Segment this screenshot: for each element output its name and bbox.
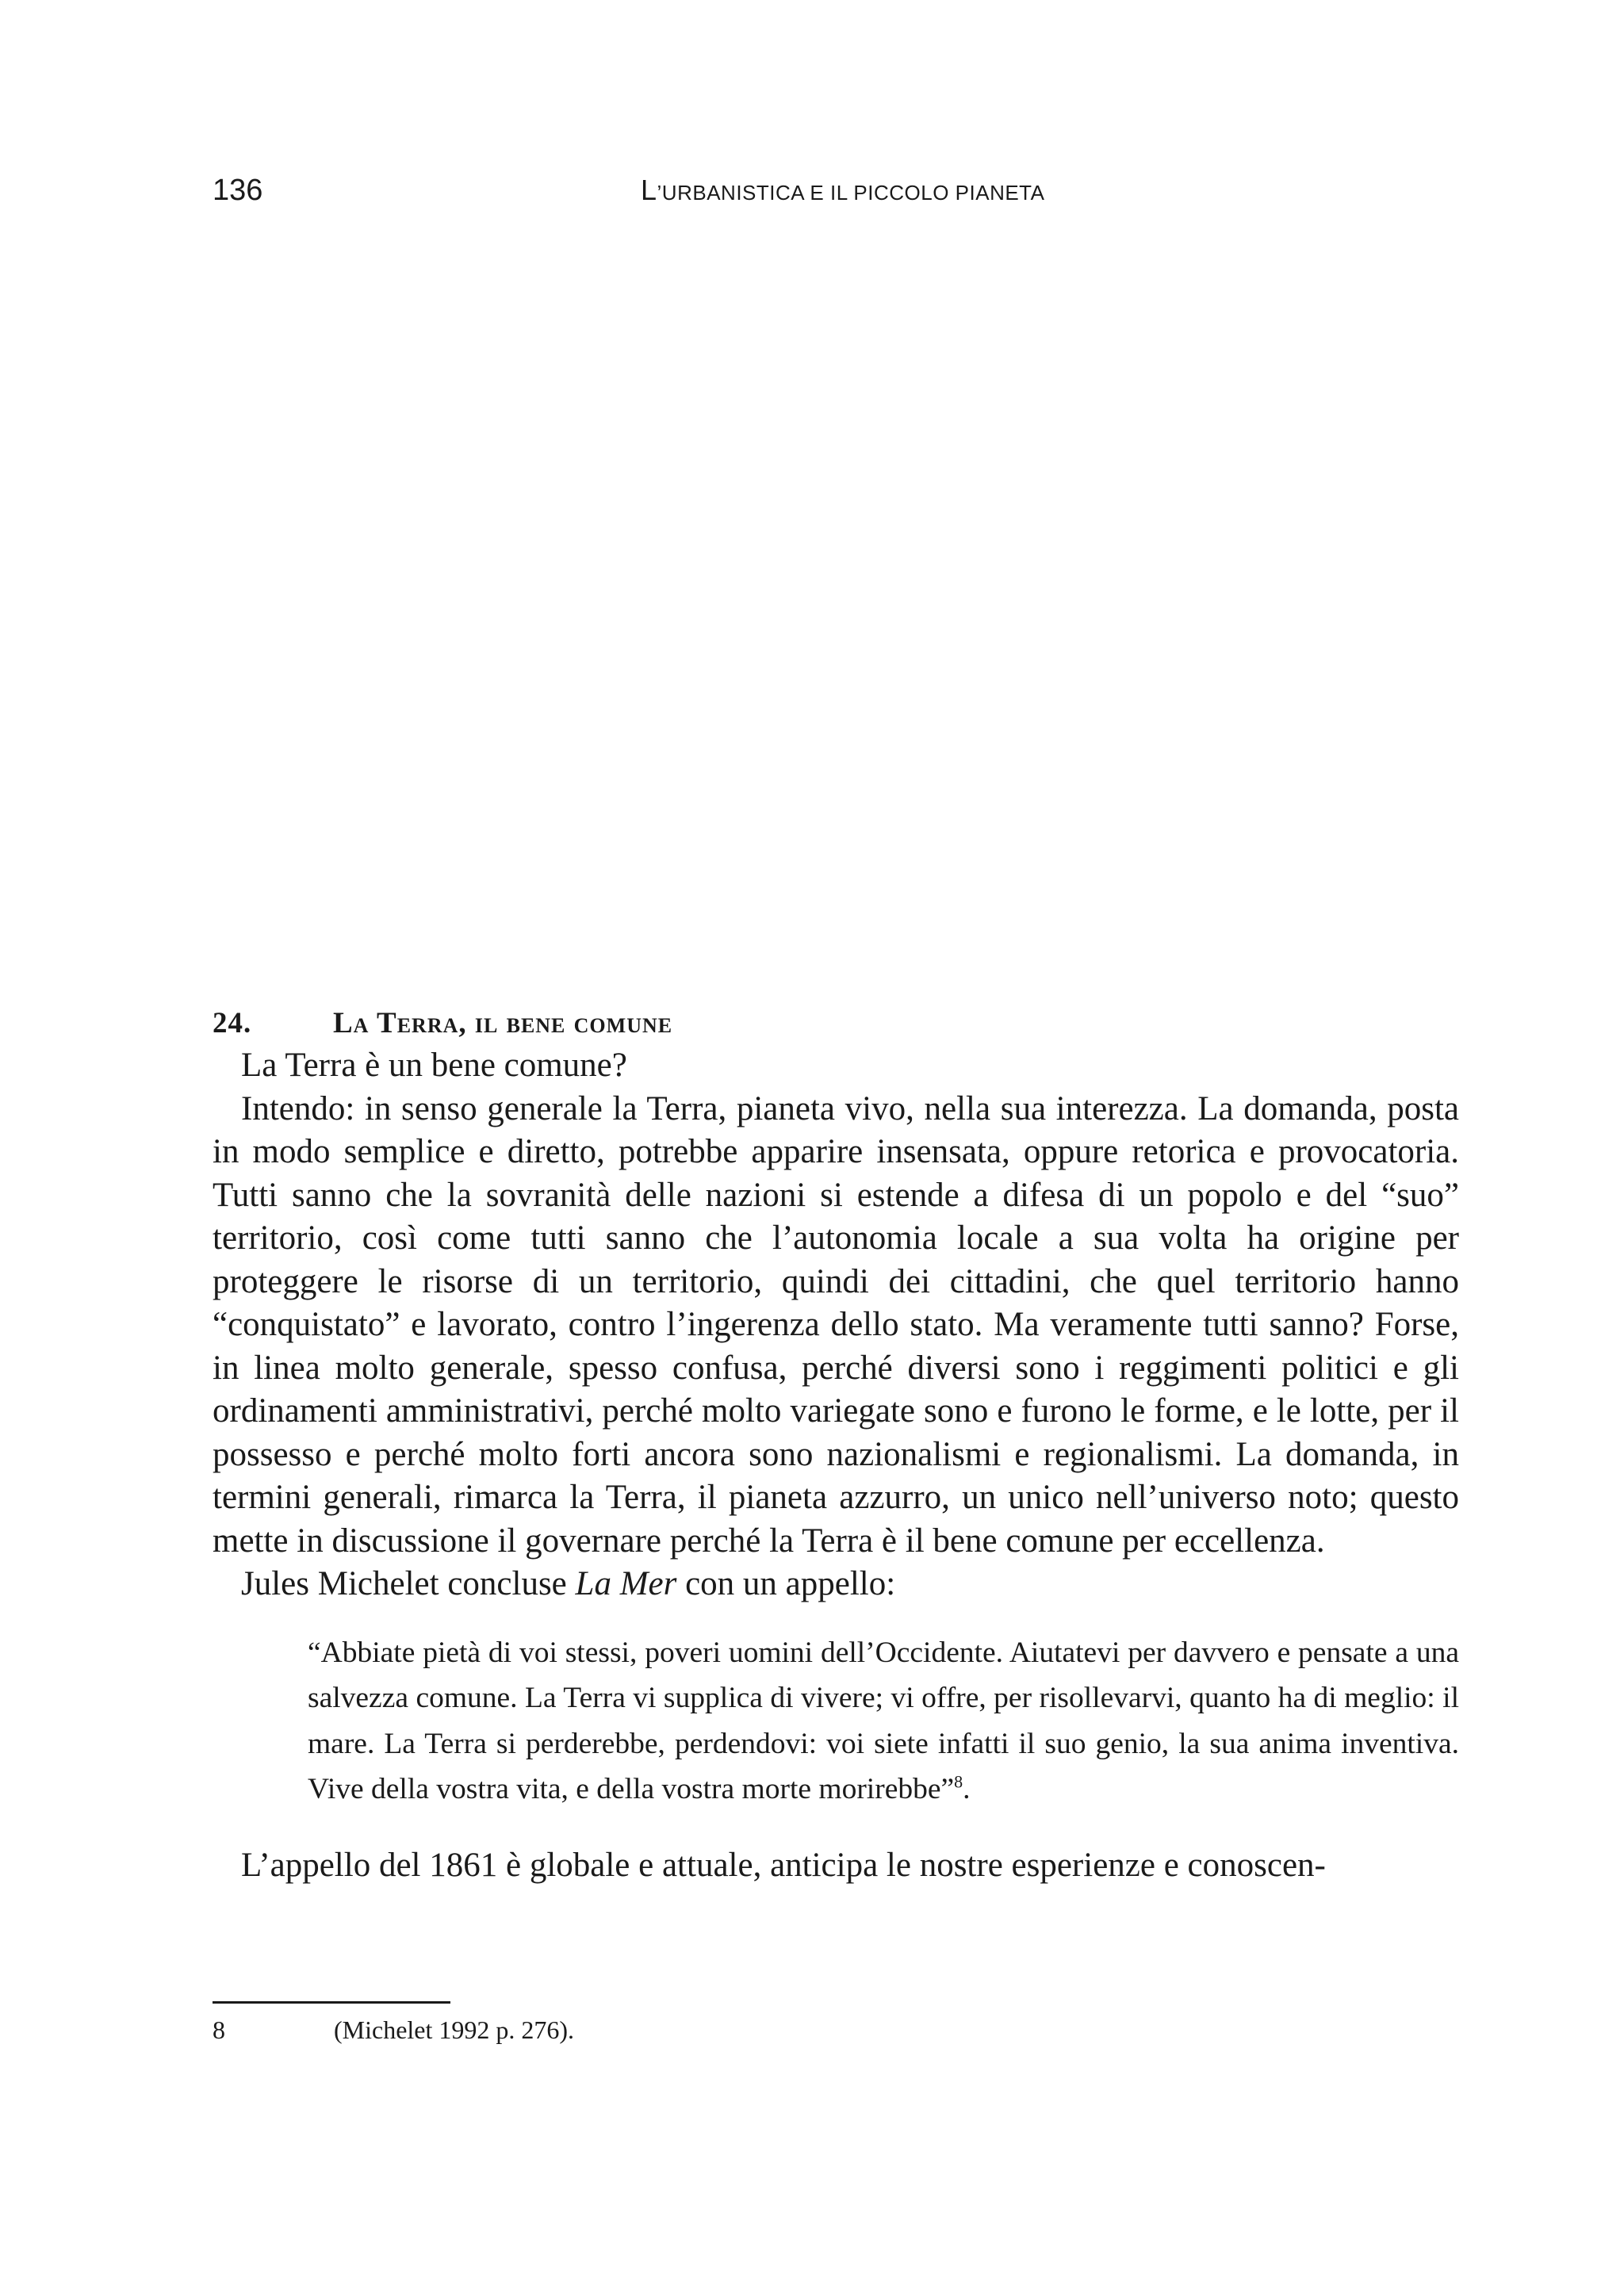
quote-end: . (963, 1773, 971, 1805)
footnote (213, 2010, 1459, 2050)
paragraph-question: La Terra è un bene comune? (241, 1047, 627, 1084)
paragraph-intro-quote (213, 1563, 1459, 1606)
running-head (213, 170, 1459, 210)
paragraph-main: Intendo: in senso generale la Terra, pianeta vivo, nella sua interezza. La domanda, posta in modo semplice e diretto, potrebbe apparire insensata, oppure retorica e provocatoria. Tutti sanno che la sovranità delle nazioni si estende a difesa di un popolo e del “suo” territorio, così come tutti sanno che l’autonomia locale a sua volta ha origine per proteggere le risorse di un territorio, quindi dei cittadini, che quel territorio hanno “conquistato” e lavorato, contro l’ingerenza dello stato. Ma veramente tutti sanno? Forse, in linea molto generale, spesso confusa, perché diversi sono i reggimenti politici e gli ordinamenti amministrativi, perché molto variegate sono e furono le forme, e le lotte, per il possesso e perché molto forti ancora sono nazionalismi e regionalismi. La domanda, in termini generali, rimarca la Terra, il pianeta azzurro, un unico nell’universo noto; questo mette in discussione il governare perché la Terra è il bene comune per eccellenza. (213, 1089, 1459, 1560)
section-heading (213, 1003, 1459, 1044)
quote-text: “Abbiate pietà di voi stessi, poveri uomini dell’Occidente. Aiutatevi per davvero e pensate a una salvezza comune. La Terra vi supplica di vivere; vi offre, per risollevarvi, quanto ha di meglio: il mare. La Terra si perderebbe, perdendovi: voi siete infatti il suo genio, la sua anima inventiva. Vive della vostra vita, e della vostra morte morirebbe” (308, 1636, 1459, 1805)
footnote-text: (Michelet 1992 p. 276). (334, 2015, 575, 2044)
section-title: La Terra, il bene comune (333, 1007, 673, 1039)
footnote-number: 8 (213, 2015, 225, 2044)
intro-text-after: con un appello: (676, 1565, 896, 1602)
paragraph-closing: L’appello del 1861 è globale e attuale, anticipa le nostre esperienze e conoscen- (241, 1846, 1326, 1884)
block-quote (308, 1630, 1459, 1813)
running-title-initial: L (641, 174, 657, 206)
running-title-rest: ’URBANISTICA E IL PICCOLO PIANETA (657, 181, 1045, 205)
footnote-separator (213, 2001, 450, 2004)
section-24 (213, 1003, 1459, 1887)
intro-text-before: Jules Michelet concluse (241, 1565, 576, 1602)
running-title (641, 170, 1044, 212)
page-number: 136 (213, 174, 263, 207)
book-title: La Mer (575, 1565, 677, 1602)
footnote-reference: 8 (954, 1771, 963, 1792)
section-number: 24. (213, 1007, 252, 1039)
